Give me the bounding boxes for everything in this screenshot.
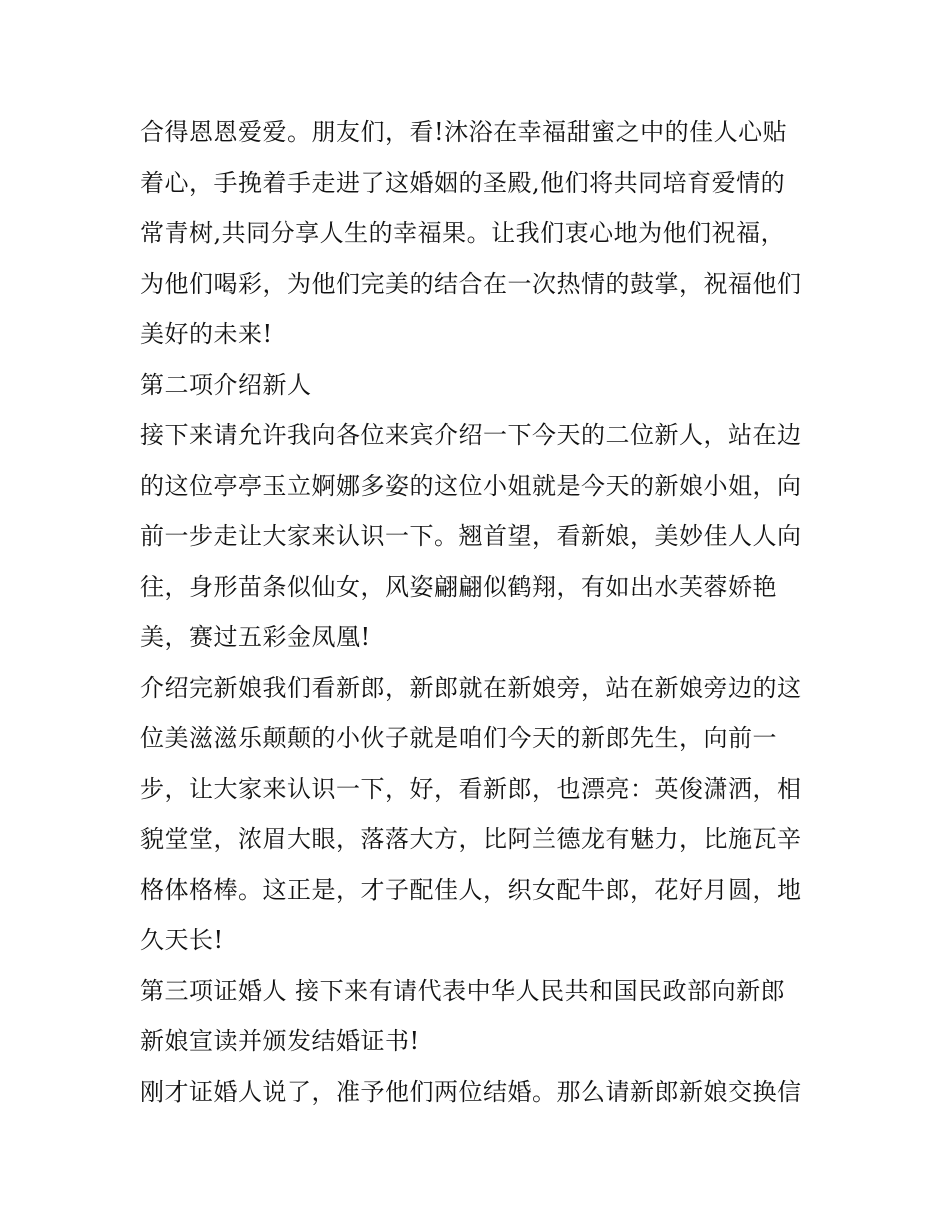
text-line: 前一步走让大家来认识一下。翘首望，看新娘，美妙佳人人向 (140, 522, 802, 550)
text-line: 久天长! (140, 926, 224, 954)
section-heading: 第二项介绍新人 (140, 370, 312, 399)
text-line: 位美滋滋乐颠颠的小伙子就是咱们今天的新郎先生，向前一 (140, 724, 777, 752)
text-line: 美，赛过五彩金凤凰! (140, 623, 371, 651)
text-line: 着心，手挽着手走进了这婚姻的圣殿,他们将共同培育爱情的 (140, 168, 786, 197)
text-line: 往，身形苗条似仙女，风姿翩翩似鹤翔，有如出水芙蓉娇艳 (140, 572, 777, 601)
text-line: 貌堂堂，浓眉大眼，落落大方，比阿兰德龙有魅力，比施瓦辛 (140, 825, 802, 853)
text-line: 步，让大家来认识一下，好，看新郎，也漂亮：英俊潇洒，相 (140, 774, 802, 803)
text-line: 介绍完新娘我们看新郎，新郎就在新娘旁，站在新娘旁边的这 (140, 673, 802, 702)
section-heading: 第三项证婚人 接下来有请代表中华人民共和国民政部向新郎 (140, 976, 786, 1005)
text-line: 接下来请允许我向各位来宾介绍一下今天的二位新人，站在边 (140, 421, 802, 449)
text-line: 常青树,共同分享人生的幸福果。让我们衷心地为他们祝福， (140, 219, 786, 247)
text-line: 新娘宣读并颁发结婚证书! (140, 1027, 420, 1055)
text-line: 为他们喝彩，为他们完美的结合在一次热情的鼓掌，祝福他们 (140, 269, 802, 298)
text-line: 格体格棒。这正是，才子配佳人，织女配牛郎，花好月圆，地 (140, 875, 802, 904)
text-line: 刚才证婚人说了，准予他们两位结婚。那么请新郎新娘交换信 (140, 1077, 802, 1106)
text-line: 合得恩恩爱爱。朋友们，看!沐浴在幸福甜蜜之中的佳人心贴 (140, 118, 788, 146)
text-line: 的这位亭亭玉立婀娜多姿的这位小姐就是今天的新娘小姐，向 (140, 471, 802, 500)
text-line: 美好的未来! (140, 320, 273, 348)
body-text (140, 107, 820, 1117)
